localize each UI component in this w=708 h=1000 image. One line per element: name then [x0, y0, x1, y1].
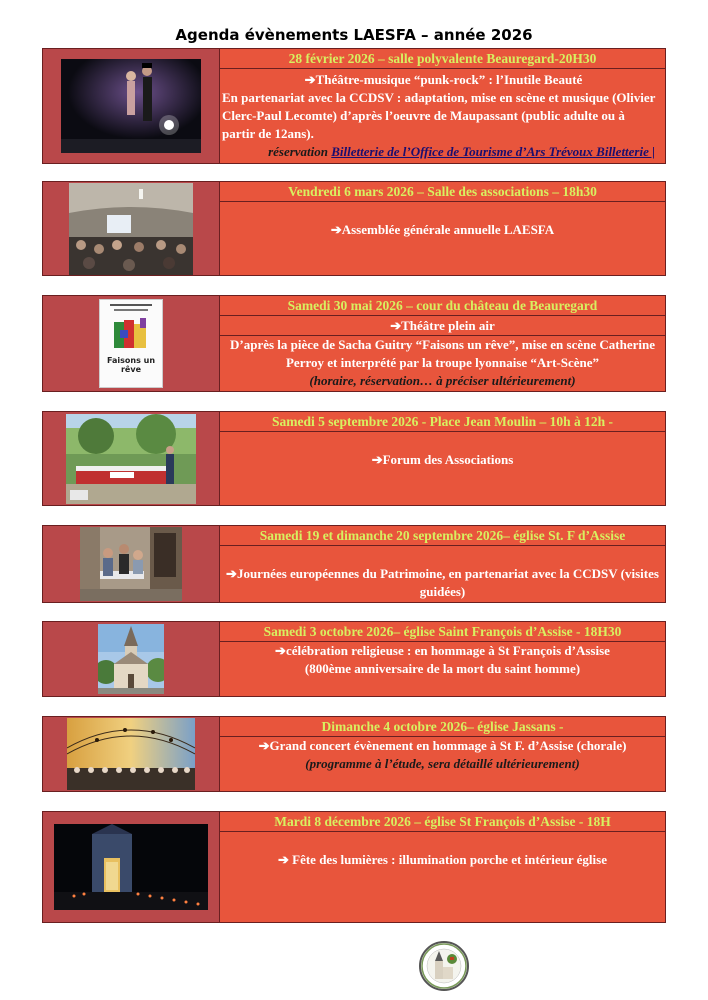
event-description: En partenariat avec la CCDSV : adaptation, mise en scène et musique (Olivier Clerc-Paul Lecomte) d’après l’oeuvre de Maupassant (public adulte ou à partir de 12ans). — [222, 90, 656, 141]
event-description: D’après la pièce de Sacha Guitry “Faisons un rêve”, mise en scène Catherine Perroy et interprété par la troupe lyonnaise “Art-Scène” — [230, 337, 655, 370]
event-image-cell — [43, 717, 219, 791]
church-photo — [98, 624, 164, 694]
church-illumination-photo — [54, 824, 208, 910]
event-row — [42, 181, 666, 276]
event-title: ➔Grand concert évènement en hommage à St F. d’Assise (chorale) — [258, 738, 627, 753]
event-row — [42, 716, 666, 792]
laesfa-logo — [419, 941, 469, 991]
event-text-cell — [219, 526, 665, 602]
event-title: ➔Journées européennes du Patrimoine, en partenariat avec la CCDSV (visites guidées) — [226, 566, 659, 599]
event-text-cell — [219, 622, 665, 696]
event-row — [42, 621, 666, 697]
event-title: ➔Théâtre-musique “punk-rock” : l’Inutile Beauté — [304, 72, 583, 87]
event-note: (programme à l’étude, sera détaillé ultérieurement) — [305, 756, 580, 771]
event-note: (horaire, réservation… à préciser ultérieurement) — [309, 373, 576, 388]
event-text-cell — [219, 49, 665, 163]
event-title: ➔ Fête des lumières : illumination porche et intérieur église — [278, 852, 607, 867]
event-image-cell — [43, 49, 219, 163]
event-image-cell — [43, 812, 219, 922]
theatre-performers-photo — [61, 59, 201, 153]
event-image-cell — [43, 182, 219, 275]
event-title: ➔Théâtre plein air — [220, 316, 665, 336]
billetterie-link[interactable]: Billetterie de l’Office de Tourisme d’Ars Trévoux Billetterie | — [331, 144, 655, 159]
event-text-cell — [219, 812, 665, 922]
event-title: ➔Assemblée générale annuelle LAESFA — [330, 222, 555, 237]
reservation-label: réservation — [268, 144, 329, 159]
event-text-cell — [219, 296, 665, 391]
poster-title: Faisons un rêve — [106, 356, 156, 374]
event-header: Samedi 3 octobre 2026– église Saint François d’Assise - 18H30 — [220, 622, 665, 642]
event-title: ➔célébration religieuse : en hommage à St François d’Assise — [275, 643, 610, 658]
event-header: Samedi 5 septembre 2026 - Place Jean Moulin – 10h à 12h - — [220, 412, 665, 432]
event-text-cell — [219, 412, 665, 505]
event-header: Mardi 8 décembre 2026 – église St François d’Assise - 18H — [220, 812, 665, 832]
forum-stand-photo — [66, 414, 196, 504]
event-row — [42, 411, 666, 506]
event-image-cell — [43, 296, 219, 391]
event-row — [42, 48, 666, 164]
event-image-cell — [43, 526, 219, 602]
heritage-days-photo — [80, 527, 182, 601]
assembly-room-photo — [69, 183, 193, 275]
event-row — [42, 295, 666, 392]
page-title: Agenda évènements LAESFA – année 2026 — [175, 26, 533, 44]
event-text-cell — [219, 717, 665, 791]
event-header: 28 février 2026 – salle polyvalente Beauregard-20H30 — [220, 49, 665, 69]
event-image-cell — [43, 622, 219, 696]
event-text-cell — [219, 182, 665, 275]
event-description: (800ème anniversaire de la mort du saint homme) — [304, 661, 581, 676]
event-header: Dimanche 4 octobre 2026– église Jassans - — [220, 717, 665, 737]
event-header: Samedi 19 et dimanche 20 septembre 2026– église St. F d’Assise — [220, 526, 665, 546]
event-header: Samedi 30 mai 2026 – cour du château de Beauregard — [220, 296, 665, 316]
choir-concert-image — [67, 718, 195, 790]
event-title: ➔Forum des Associations — [371, 452, 514, 467]
event-image-cell — [43, 412, 219, 505]
play-poster — [99, 299, 163, 388]
event-row — [42, 525, 666, 603]
event-header: Vendredi 6 mars 2026 – Salle des associations – 18h30 — [220, 182, 665, 202]
event-row — [42, 811, 666, 923]
